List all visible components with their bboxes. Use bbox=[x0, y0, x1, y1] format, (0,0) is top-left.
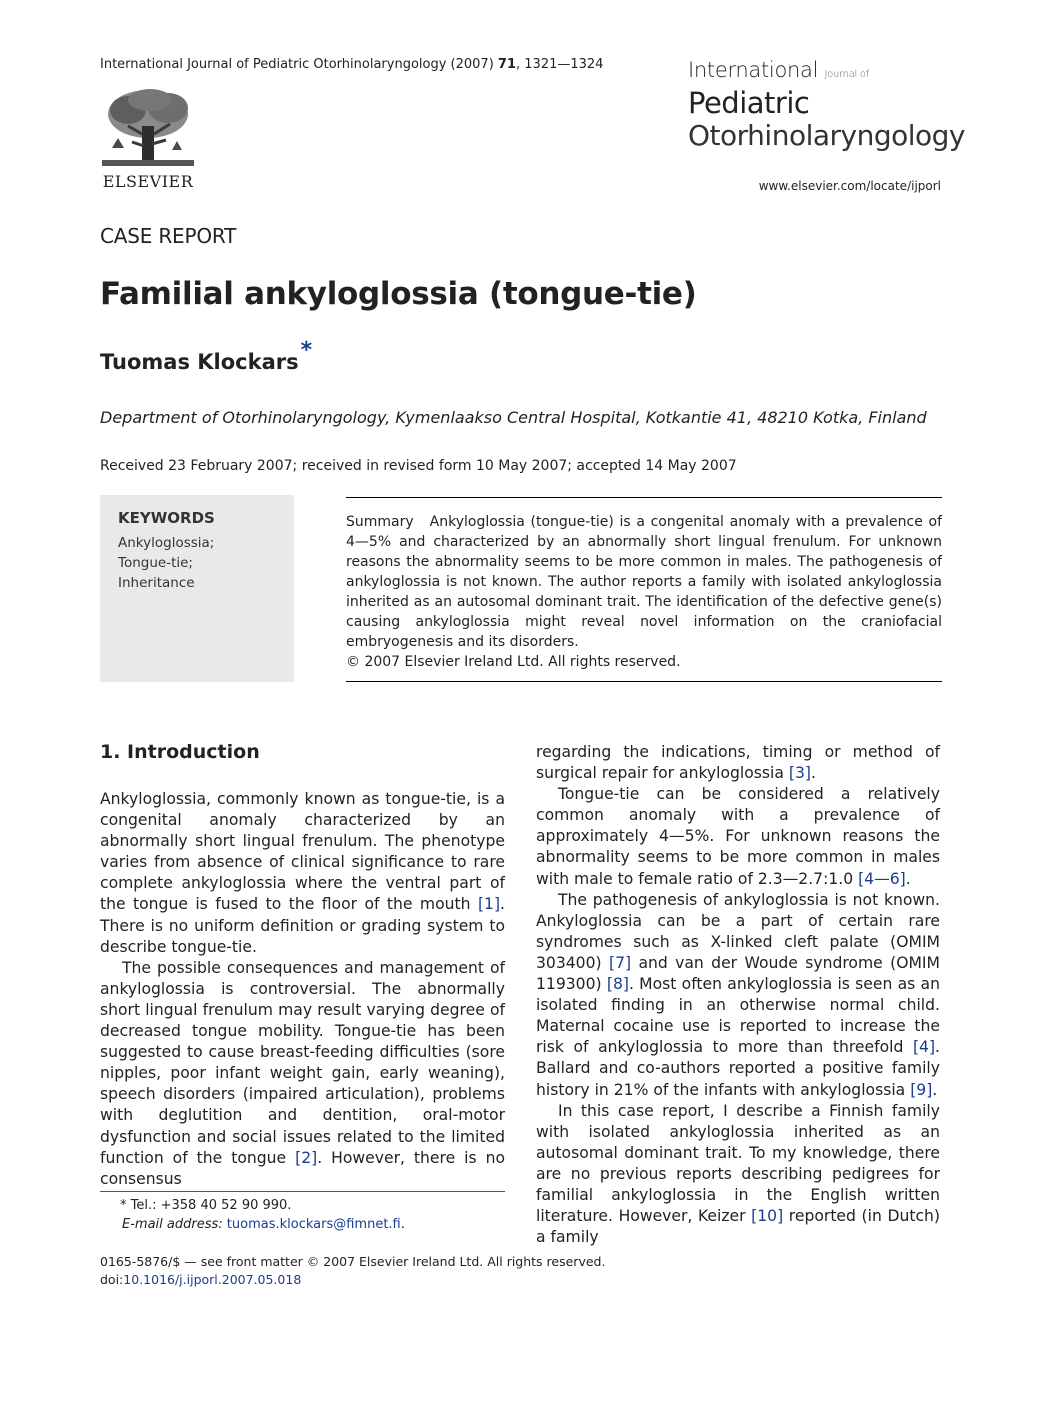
citation-link[interactable]: [4—6] bbox=[858, 869, 906, 888]
affiliation: Department of Otorhinolaryngology, Kymenlaakso Central Hospital, Kotkantie 41, 48210 Kotka, Finland bbox=[100, 408, 927, 427]
paragraph: The pathogenesis of ankyloglossia is not known. Ankyloglossia can be a part of certain rare syndromes such as X-linked cleft palate (OMIM 303400) [7] and van der Woude syndrome (OMIM 119300) [8]. Most often ankyloglossia is seen as an isolated finding in an otherwise normal child. Maternal cocaine use is reported to increase the risk of ankyloglossia to more than threefold [4]. Ballard and co-authors reported a positive family history in 21% of the infants with ankyloglossia [9]. bbox=[536, 890, 940, 1099]
footnote-tel: Tel.: +358 40 52 90 990. bbox=[130, 1198, 292, 1213]
journal-logo-title bbox=[688, 58, 965, 153]
citation-volume: 71 bbox=[497, 57, 517, 72]
abstract-bottom-rule bbox=[346, 681, 942, 682]
doi-link[interactable]: 10.1016/j.ijporl.2007.05.018 bbox=[123, 1272, 302, 1287]
section-heading-introduction: 1. Introduction bbox=[100, 741, 260, 763]
citation-prefix: International Journal of Pediatric Otorhinolaryngology (2007) bbox=[100, 57, 494, 72]
footnote-rule bbox=[100, 1191, 505, 1192]
abstract-text: Ankyloglossia (tongue-tie) is a congenital anomaly with a prevalence of 4—5% and characterized by an abnormally short lingual frenulum. For unknown reasons the abnormality seems to be more common in males. The pathogenesis of ankyloglossia is not known. The author reports a family with isolated ankyloglossia inherited as an autosomal dominant trait. The identification of the defective gene(s) causing ankyloglossia might reveal novel information on the craniofacial embryogenesis and its disorders. bbox=[346, 514, 942, 650]
citation-link[interactable]: [3] bbox=[788, 764, 811, 783]
abstract-copyright: © 2007 Elsevier Ireland Ltd. All rights reserved. bbox=[346, 654, 681, 670]
email-label: E-mail address: bbox=[122, 1217, 223, 1232]
journal-citation: International Journal of Pediatric Otorhinolaryngology (2007) 71, 1321—1324 bbox=[100, 57, 604, 72]
citation-pages: 1321—1324 bbox=[524, 57, 604, 72]
keywords-box bbox=[100, 495, 294, 682]
citation-link[interactable]: [9] bbox=[910, 1080, 933, 1099]
citation-link[interactable]: [1] bbox=[477, 895, 501, 914]
footnote: * Tel.: +358 40 52 90 990. E-mail address: tuomas.klockars@fimnet.fi. bbox=[120, 1198, 405, 1232]
doi-label: doi: bbox=[100, 1272, 124, 1287]
journal-title-line2: Pediatric bbox=[688, 86, 810, 120]
citation-link[interactable]: [10] bbox=[751, 1207, 784, 1226]
email-link[interactable]: tuomas.klockars@fimnet.fi bbox=[226, 1217, 401, 1232]
journal-url[interactable]: www.elsevier.com/locate/ijporl bbox=[758, 179, 941, 193]
article-title: Familial ankyloglossia (tongue-tie) bbox=[100, 276, 697, 312]
keywords-heading: KEYWORDS bbox=[118, 509, 215, 527]
citation-link[interactable]: [8] bbox=[606, 975, 629, 994]
abstract-top-rule bbox=[346, 497, 942, 498]
keyword-item: Inheritance bbox=[118, 575, 195, 591]
journal-title-line3: Otorhinolaryngology bbox=[688, 119, 965, 152]
front-matter-line bbox=[100, 1253, 605, 1289]
article-dates: Received 23 February 2007; received in revised form 10 May 2007; accepted 14 May 2007 bbox=[100, 458, 737, 474]
author-text: Tuomas Klockars bbox=[100, 350, 299, 374]
paragraph: Tongue-tie can be considered a relatively common anomaly with a prevalence of approximately 4—5%. For unknown reasons the abnormality seems to be more common in males with male to female ratio of 2.3—2.7:1.0 [4—6]. bbox=[536, 785, 940, 888]
left-column bbox=[100, 789, 505, 1190]
keyword-item: Tongue-tie; bbox=[118, 555, 193, 571]
abstract bbox=[346, 512, 942, 672]
journal-title-line1: International bbox=[688, 58, 819, 82]
right-column bbox=[536, 742, 940, 1248]
issn-copyright: 0165-5876/$ — see front matter © 2007 Elsevier Ireland Ltd. All rights reserved. bbox=[100, 1254, 606, 1269]
keyword-item: Ankyloglossia; bbox=[118, 535, 215, 551]
article-type: CASE REPORT bbox=[100, 224, 237, 248]
author-footnote-link[interactable]: * bbox=[300, 338, 313, 363]
citation-link[interactable]: [2] bbox=[295, 1148, 318, 1167]
journal-title-small: Journal of bbox=[824, 69, 869, 80]
footnote-mark: * bbox=[120, 1198, 127, 1213]
author-name bbox=[100, 338, 313, 374]
abstract-label: Summary bbox=[346, 514, 414, 530]
paragraph: Ankyloglossia, commonly known as tongue-tie, is a congenital anomaly characterized by an abnormally short lingual frenulum. The phenotype varies from absence of clinical significance to rare complete ankyloglossia where the ventral part of the tongue is fused to the floor of the mouth [1]. There is no uniform definition or grading system to describe tongue-tie. bbox=[100, 790, 505, 956]
elsevier-tree-logo bbox=[98, 86, 198, 194]
paragraph: The possible consequences and management of ankyloglossia is controversial. The abnormally short lingual frenulum may result varying degree of decreased tongue mobility. Tongue-tie has been suggested to cause breast-feeding difficulties (sore nipples, poor infant weight gain, early weaning), speech disorders (impaired articulation), problems with deglutition and dentition, oral-motor dysfunction and social issues related to the limited function of the tongue [2]. However, there is no consensus bbox=[100, 958, 505, 1188]
paragraph: In this case report, I describe a Finnish family with isolated ankyloglossia inherited as an autosomal dominant trait. To my knowledge, there are no previous reports describing pedigrees for familial ankyloglossia in the English written literature. However, Keizer [10] reported (in Dutch) a family bbox=[536, 1101, 940, 1247]
citation-link[interactable]: [7] bbox=[608, 953, 632, 972]
keywords-list bbox=[118, 533, 214, 593]
elsevier-wordmark: ELSEVIER bbox=[102, 172, 194, 191]
paragraph: regarding the indications, timing or method of surgical repair for ankyloglossia [3]. bbox=[536, 743, 940, 783]
citation-link[interactable]: [4] bbox=[912, 1038, 936, 1057]
elsevier-tree-icon bbox=[98, 86, 198, 170]
